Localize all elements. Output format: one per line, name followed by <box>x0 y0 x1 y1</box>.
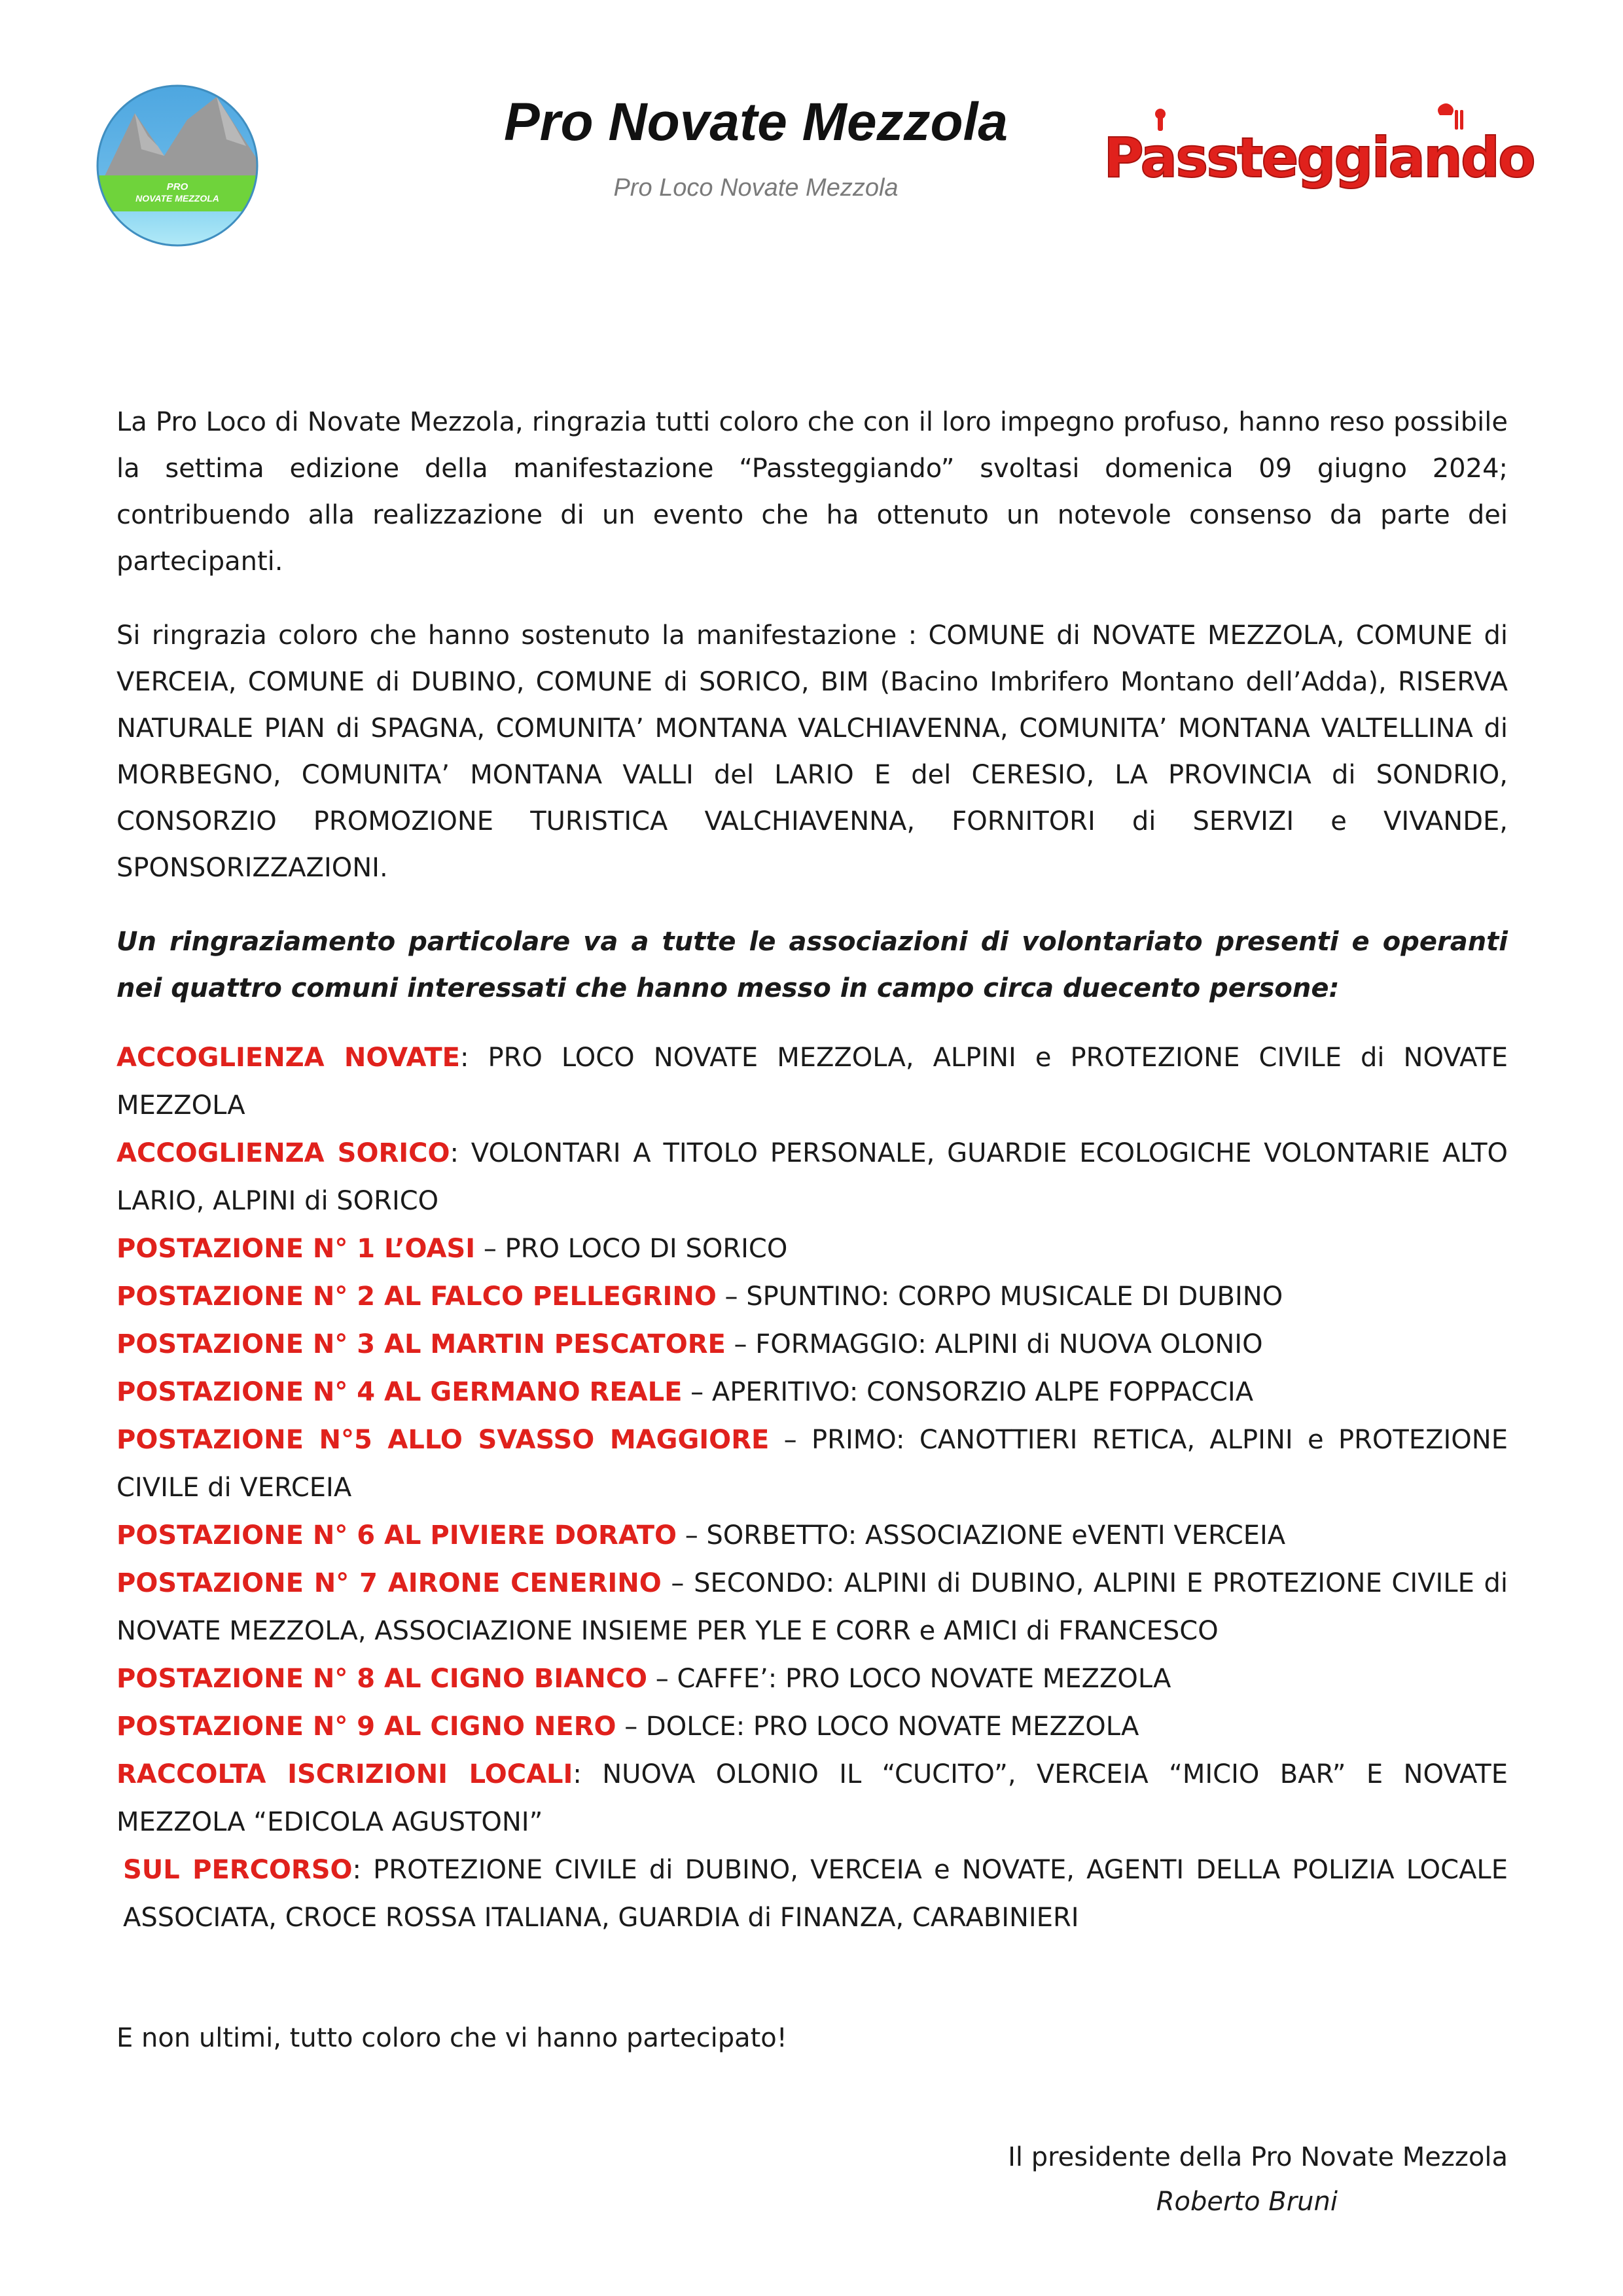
intro-paragraph: La Pro Loco di Novate Mezzola, ringrazia tutti coloro che con il loro impegno profuso, hanno reso possibile la settima edizione della manifestazione “Passteggiando” svoltasi domenica 09 giugno 2024; contribuendo alla realizzazione di un evento che ha ottenuto un notevole consenso da parte dei partecipanti. <box>116 407 1508 577</box>
list-item <box>116 1703 1508 1751</box>
item-text: : VOLONTARI A TITOLO PERSONALE, GUARDIE ECOLOGICHE VOLONTARIE ALTO LARIO, ALPINI di SORICO <box>116 1138 1508 1216</box>
signature-name: Roberto Bruni <box>1156 2187 1338 2217</box>
item-text: – CAFFE’: PRO LOCO NOVATE MEZZOLA <box>647 1664 1171 1694</box>
item-text: – APERITIVO: CONSORZIO ALPE FOPPACCIA <box>682 1377 1254 1407</box>
page-subtitle: Pro Loco Novate Mezzola <box>613 174 899 202</box>
passteggiando-logo <box>1103 99 1534 198</box>
letter-body <box>116 399 1508 2224</box>
list-item <box>116 1751 1508 1846</box>
item-label: POSTAZIONE N° 8 AL CIGNO BIANCO <box>116 1664 648 1694</box>
item-text: : NUOVA OLONIO IL “CUCITO”, VERCEIA “MICIO BAR” E NOVATE MEZZOLA “EDICOLA AGUSTONI” <box>116 1759 1508 1837</box>
item-text: : PROTEZIONE CIVILE di DUBINO, VERCEIA e NOVATE, AGENTI DELLA POLIZIA LOCALE ASSOCIATA, CROCE ROSSA ITALIANA, GUARDIA di FINANZA, CARABINIERI <box>123 1855 1508 1933</box>
item-label: RACCOLTA ISCRIZIONI LOCALI <box>116 1759 573 1789</box>
item-text: : PRO LOCO NOVATE MEZZOLA, ALPINI e PROTEZIONE CIVILE di NOVATE MEZZOLA <box>116 1043 1508 1121</box>
item-text: – PRIMO: CANOTTIERI RETICA, ALPINI e PROTEZIONE CIVILE di VERCEIA <box>116 1425 1508 1503</box>
item-text: – SPUNTINO: CORPO MUSICALE DI DUBINO <box>716 1282 1283 1312</box>
item-label: ACCOGLIENZA SORICO <box>116 1138 450 1168</box>
item-label: SUL PERCORSO <box>123 1855 353 1885</box>
list-item <box>116 1225 1508 1273</box>
item-label: POSTAZIONE N° 7 AIRONE CENERINO <box>116 1568 662 1598</box>
list-item <box>116 1512 1508 1560</box>
logo-pro-text: PRO <box>166 181 188 192</box>
item-label: POSTAZIONE N° 1 L’OASI <box>116 1234 476 1264</box>
item-text: – PRO LOCO DI SORICO <box>475 1234 788 1264</box>
list-item <box>116 1273 1508 1321</box>
list-item <box>116 1560 1508 1655</box>
list-item <box>116 1846 1508 1942</box>
item-label: POSTAZIONE N° 4 AL GERMANO REALE <box>116 1377 683 1407</box>
list-item <box>116 1034 1508 1130</box>
item-text: – SORBETTO: ASSOCIAZIONE eVENTI VERCEIA <box>676 1520 1286 1551</box>
item-label: ACCOGLIENZA NOVATE <box>116 1043 460 1073</box>
item-text: – DOLCE: PRO LOCO NOVATE MEZZOLA <box>616 1712 1139 1742</box>
item-text: – FORMAGGIO: ALPINI di NUOVA OLONIO <box>725 1329 1263 1359</box>
closing-line: E non ultimi, tutto coloro che vi hanno partecipato! <box>116 2023 787 2053</box>
signature-role: Il presidente della Pro Novate Mezzola <box>1008 2142 1508 2172</box>
item-label: POSTAZIONE N° 6 AL PIVIERE DORATO <box>116 1520 677 1551</box>
list-item <box>116 1655 1508 1703</box>
list-item <box>116 1416 1508 1512</box>
item-label: POSTAZIONE N° 3 AL MARTIN PESCATORE <box>116 1329 726 1359</box>
sponsors-paragraph: Si ringrazia coloro che hanno sostenuto la manifestazione : COMUNE di NOVATE MEZZOLA, COMUNE di VERCEIA, COMUNE di DUBINO, COMUNE di SORICO, BIM (Bacino Imbrifero Montano dell’Adda), RISERVA NATURALE PIAN di SPAGNA, COMUNITA’ MONTANA VALCHIAVENNA, COMUNITA’ MONTANA VALTELLINA di MORBEGNO, COMUNITA’ MONTANA VALLI del LARIO E del CERESIO, LA PROVINCIA di SONDRIO, CONSORZIO PROMOZIONE TURISTICA VALCHIAVENNA, FORNITORI di SERVIZI e VIVANDE, SPONSORIZZAZIONI. <box>116 620 1508 883</box>
item-label: POSTAZIONE N° 9 AL CIGNO NERO <box>116 1712 616 1742</box>
list-item <box>116 1321 1508 1369</box>
associations-intro: Un ringraziamento particolare va a tutte le associazioni di volontariato presenti e operanti nei quattro comuni interessati che hanno messo in campo circa duecento persone: <box>116 927 1508 1003</box>
item-text: – SECONDO: ALPINI di DUBINO, ALPINI E PROTEZIONE CIVILE di NOVATE MEZZOLA, ASSOCIAZIONE INSIEME PER YLE E CORR e AMICI di FRANCESCO <box>116 1568 1508 1646</box>
list-item <box>116 1130 1508 1225</box>
page-title: Pro Novate Mezzola <box>503 92 1008 152</box>
list-item <box>116 1369 1508 1416</box>
signature-block <box>116 2135 1508 2224</box>
logo-passteggiando-text: Passteggiando <box>1103 126 1534 190</box>
item-label: POSTAZIONE N° 2 AL FALCO PELLEGRINO <box>116 1282 717 1312</box>
logo-novate-text: NOVATE MEZZOLA <box>135 193 219 204</box>
item-label: POSTAZIONE N°5 ALLO SVASSO MAGGIORE <box>116 1425 770 1455</box>
